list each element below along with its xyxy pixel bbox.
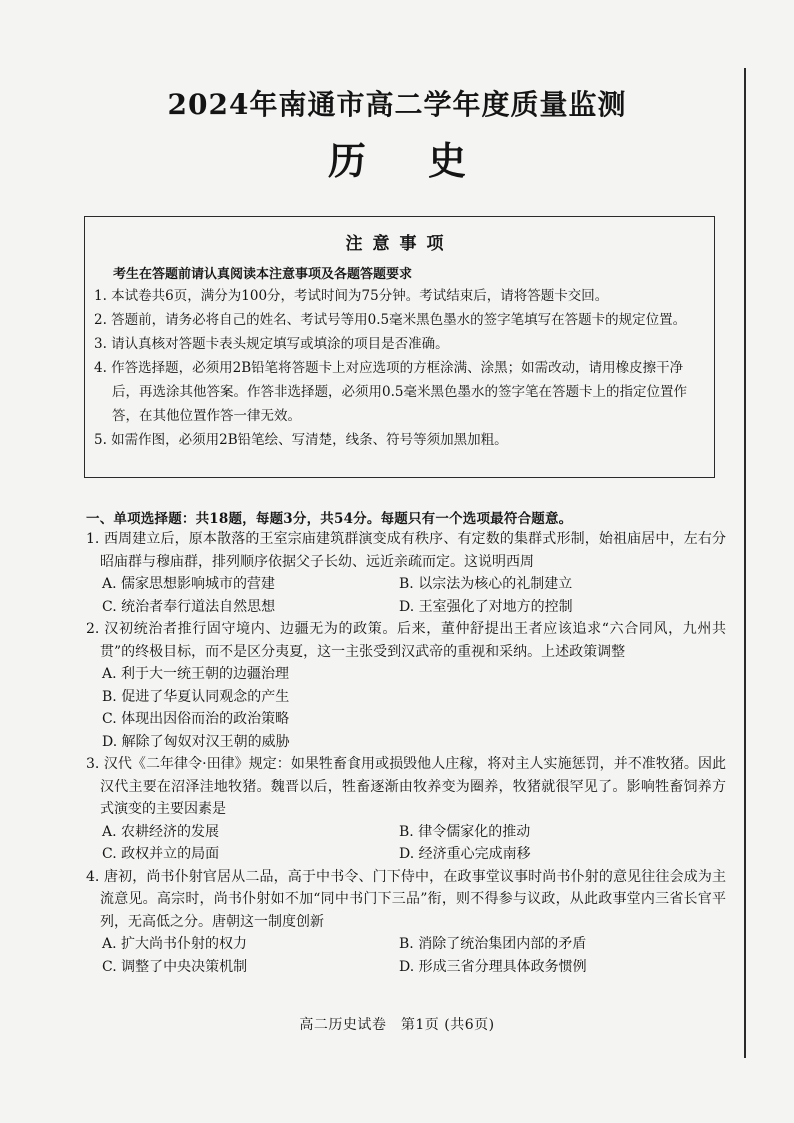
option-d: D. 解除了匈奴对汉王朝的威胁 [102, 733, 290, 750]
notice-item: 3. 请认真核对答题卡表头规定填写或填涂的项目是否准确。 [94, 336, 449, 352]
option-d: D. 王室强化了对地方的控制 [399, 598, 573, 615]
question-options [86, 663, 726, 753]
notice-title: 注意事项 [345, 234, 454, 254]
question-stem: 3. 汉代《二年律令·田律》规定：如果牲畜食用或损毁他人庄稼，将对主人实施惩罚，并不准牧猪。因此汉代主要在沼泽洼地牧猪。魏晋以后，牲畜逐渐由牧养变为圈养，牧猪就很罕见了。影响牲畜饲养方式演变的主要因素是 [86, 756, 726, 817]
question-stem: 4. 唐初，尚书仆射官居从二品，高于中书令、门下侍中，在政事堂议事时尚书仆射的意见往往会成为主流意见。高宗时，尚书仆射如不加“同中书门下三品”衔，则不得参与议政，从此政事堂内三省长官平列，无高低之分。唐朝这一制度创新 [86, 868, 726, 930]
option-a: A. 利于大一统王朝的边疆治理 [102, 666, 290, 682]
page-footer: 高二历史试卷 第1页 (共6页) [299, 1017, 495, 1033]
option-c: C. 政权并立的局面 [102, 846, 220, 862]
question-2 [86, 618, 726, 753]
notice-list [94, 284, 708, 452]
option-b: B. 消除了统治集团内部的矛盾 [399, 936, 587, 952]
section-heading: 一、单项选择题：共18题，每题3分，共54分。每题只有一个选项最符合题意。 [86, 511, 573, 527]
option-c: C. 统治者奉行道法自然思想 [102, 598, 276, 615]
option-c: C. 体现出因俗而治的政治策略 [102, 711, 290, 727]
binding-edge-line [744, 68, 746, 1058]
question-4 [86, 866, 726, 979]
option-d: D. 形成三省分理具体政务惯例 [399, 958, 587, 975]
question-stem: 2. 汉初统治者推行固守境内、边疆无为的政策。后来，董仲舒提出王者应该追求“六合同风，九州共贯”的终极目标，而不是区分夷夏，这一主张受到汉武帝的重视和采纳。上述政策调整 [86, 621, 726, 660]
option-a: A. 扩大尚书仆射的权力 [102, 936, 248, 952]
question-1 [86, 528, 726, 618]
option-c: C. 调整了中央决策机制 [102, 958, 248, 975]
notice-item: 5. 如需作图，必须用2B铅笔绘、写清楚，线条、符号等须加黑加粗。 [94, 432, 508, 448]
notice-intro: 考生在答题前请认真阅读本注意事项及各题答题要求 [113, 267, 413, 282]
notice-item: 4. 作答选择题，必须用2B铅笔将答题卡上对应选项的方框涂满、涂黑；如需改动，请用橡皮擦干净后，再选涂其他答案。作答非选择题，必须用0.5毫米黑色墨水的签字笔在答题卡上的指定位置作答，在其他位置作答一律无效。 [94, 360, 687, 424]
option-b: B. 以宗法为核心的礼制建立 [399, 576, 573, 592]
notice-item: 1. 本试卷共6页，满分为100分，考试时间为75分钟。考试结束后，请将答题卡交回。 [94, 288, 609, 304]
notice-item: 2. 答题前，请务必将自己的姓名、考试号等用0.5毫米黑色墨水的签字笔填写在答题卡的规定位置。 [94, 312, 687, 328]
question-list [86, 528, 726, 978]
option-d: D. 经济重心完成南移 [399, 846, 531, 862]
notice-box [84, 216, 715, 478]
subject-title: 历史 [327, 138, 528, 183]
option-a: A. 农耕经济的发展 [102, 823, 220, 840]
question-stem: 1. 西周建立后，原本散落的王室宗庙建筑群演变成有秩序、有定数的集群式形制，始祖庙居中，左右分昭庙群与穆庙群，排列顺序依据父子长幼、远近亲疏而定。这说明西周 [86, 531, 726, 570]
question-3 [86, 753, 726, 866]
question-options [86, 821, 726, 866]
option-b: B. 促进了华夏认同观念的产生 [102, 688, 290, 705]
option-a: A. 儒家思想影响城市的营建 [102, 576, 276, 592]
question-options [86, 933, 726, 978]
option-b: B. 律令儒家化的推动 [399, 823, 531, 840]
question-options [86, 573, 726, 618]
exam-title: 2024年南通市高二学年度质量监测 [167, 88, 627, 121]
